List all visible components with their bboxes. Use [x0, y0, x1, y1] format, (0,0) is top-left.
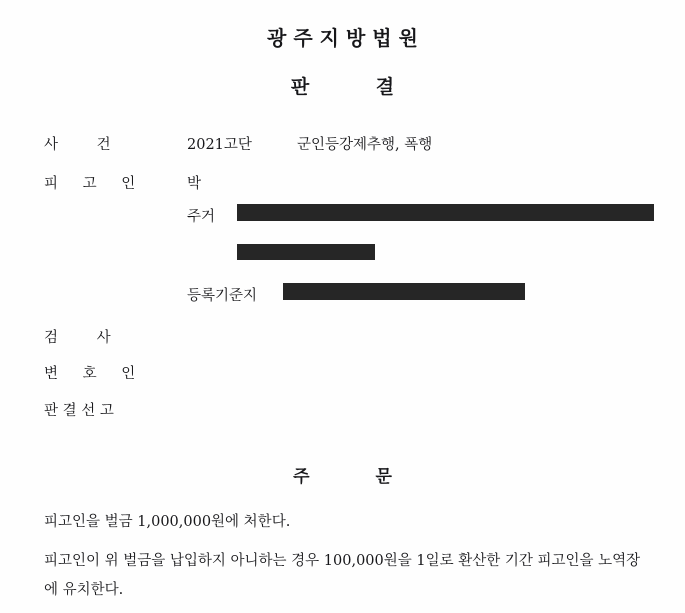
meta-row-defense-counsel — [44, 362, 644, 384]
meta-row-defendant — [44, 172, 644, 194]
meta-row-prosecutor — [44, 326, 644, 348]
label-registry-base: 등록기준지 — [187, 288, 258, 304]
meta-label-prosecutor: 검 사 — [44, 330, 128, 346]
meta-value-defendant-name: 박 — [187, 176, 202, 192]
meta-value-case-number: 2021고단 — [187, 137, 252, 153]
page-title: 광주지방법원 — [267, 26, 425, 50]
meta-row-sentencing-date — [44, 399, 644, 421]
meta-label-case: 사 건 — [44, 137, 128, 153]
order-paragraph-2: 피고인이 위 벌금을 납입하지 아니하는 경우 100,000원을 1일로 환산한 기간 피고인을 노역장에 유치한다. — [44, 553, 641, 598]
meta-label-defendant: 피 고 인 — [44, 176, 146, 192]
meta-value-charges: 군인등강제추행, 폭행 — [297, 137, 433, 153]
redaction-bar-residence-1 — [237, 204, 654, 221]
label-residence: 주거 — [187, 209, 216, 225]
section-heading-order: 주 문 — [293, 467, 422, 487]
meta-row-case — [44, 133, 644, 155]
redaction-bar-residence-2 — [237, 244, 375, 260]
redaction-bar-registry-base — [283, 283, 525, 300]
meta-label-defense-counsel: 변 호 인 — [44, 366, 146, 382]
meta-label-sentencing-date: 판 결 선 고 — [44, 403, 114, 419]
document-type-heading: 판 결 — [290, 76, 425, 98]
order-paragraph-1: 피고인을 벌금 1,000,000원에 처한다. — [44, 514, 291, 530]
